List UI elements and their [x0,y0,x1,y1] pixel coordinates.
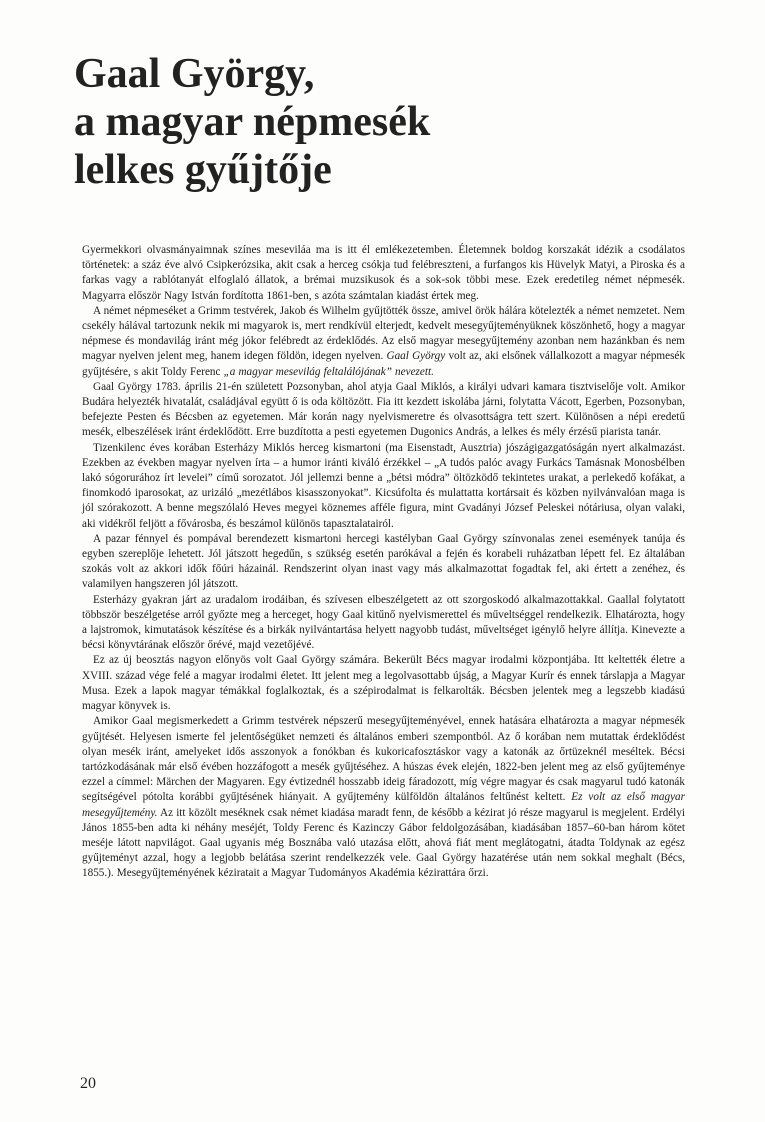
italic-text: Ez volt az első magyar mesegyűjtemény. [82,791,686,819]
paragraph [82,653,685,714]
paragraph [82,593,685,654]
italic-text: „a magyar mesevilág feltalálójának” nevezett. [223,365,434,378]
paragraph [82,532,685,593]
paragraph-text: Esterházy gyakran járt az uradalom irodáiban, és szívesen elbeszélgetett az ott szorgoskodó alkalmazottakkal. Gaallal folytatott többször beszélgetése arról győzte meg a herceget, hogy Gaal kitűnő nyelvismerettel és műveltséggel rendelkezik. Elhatározta, hogy a lajstromok, kimutatások készítése és a birkák nyilvántartása helyett nagyobb tudást, műveltséget igénylő helyre állítja. Kinevezte a bécsi könyvtárának először őrévé, majd vezetőjévé. [82,593,685,652]
page-number: 20 [80,1075,96,1092]
paragraph-text: Amikor Gaal megismerkedett a Grimm testvérek népszerű mesegyűjteményével, ennek hatására elhatározta a magyar népmesék gyűjtését. Helyesen ismerte fel jelentőségüket nemzeti és általános emberi szempontból. Az ő korában nem mutattak érdeklődést olyan mesék iránt, amelyeket idős asszonyok a fonókban és kukoricafosztáskor vagy a katonák az őrtüzeknél meséltek. Bécsi tartózkodásának már első évében hozzáfogott a mesék gyűjtéséhez. A húszas évek elején, 1822-ben jelent meg az első gyűjteménye ezzel a címmel: Märchen der Magyaren. Egy évtizednél hosszabb ideig fáradozott, míg végre magyar és csak magyarul tudó katonák segítségével pótolta korábbi gyűjtésének hiányait. A gyűjtemény külföldön általános feltűnést keltett. [82,715,685,804]
paragraph [82,304,685,380]
paragraph-text: A pazar fénnyel és pompával berendezett kismartoni hercegi kastélyban Gaal György színvonalas zenei események tanúja és egyben szereplője lehetett. Jól játszott hegedűn, s szükség esetén parókával a fején és korabeli ruházatban lépett fel. Ez általában szokás volt az akkori idők főúri házainál. Rendszerint olyan inast vagy más alkalmazottat fogadtak fel, aki értett a zenéhez, és valamilyen hangszeren jól játszott. [82,532,685,591]
paragraph-text: Az itt közölt meséknek csak német kiadása maradt fenn, de később a kézirat jó része magyarul is megjelent. Erdélyi János 1855-ben adta ki néhány meséjét, Toldy Ferenc és Kazinczy Gábor feldolgozásában, kiadásában 1857–60-ban három kötet meséje látott napvilágot. Gaal ugyanis még Bosznába való utazása előtt, ahová fiát ment meglátogatni, átadta Toldynak az egész gyűjteményt azzal, hogy a legjobb belátása szerint rendelkezzék vele. Gaal György hazatérése után nem sokkal meghalt (Bécs, 1855.). Mesegyűjteményének kéziratait a Magyar Tudományos Akadémia kézirattára őrzi. [82,806,685,880]
paragraph-text: A német népmeséket a Grimm testvérek, Jakob és Wilhelm gyűjtötték össze, amivel örök hálára kötelezték a német nemzetet. Nem csekély hálával tartozunk nekik mi magyarok is, mert rendkívül elterjedt, kedvelt mesegyűjteményüknek köszönhető, hogy a magyar népmese és mondavilág iránt még jókor felébredt az érdeklődés. Az első magyar mesegyűjtemény azonban nem hazánkban és nem magyar nyelven jelent meg, hanem idegen földön, idegen nyelven. [82,304,685,363]
paragraph-text: Gyermekkori olvasmányaimnak színes meseviláa ma is itt él emlékezetemben. Életemnek boldog korszakát idézik a csodálatos történetek: a száz éve alvó Csipkerózsika, akit csak a herceg csókja tud felébreszteni, a furfangos kis Hüvelyk Matyi, a Piroska és a farkas vagy a rablótanyát elfoglaló állatok, a brémai muzsikusok és a sok-sok többi mese. Ezek eredetileg német népmesék. Magyarra először Nagy István fordította 1861-ben, s azóta számtalan kiadást értek meg. [82,244,685,302]
paragraph-text: volt az, aki elsőnek vállalkozott a magyar népmesék gyűjtésére, s akit Toldy Ferenc [82,350,685,378]
title-line: a magyar népmesék [74,99,431,145]
paragraph [82,243,685,304]
article-body [82,243,685,882]
paragraph [82,441,685,532]
paragraph-text: Gaal György 1783. április 21-én született Pozsonyban, ahol atyja Gaal Miklós, a királyi udvari kamara tisztviselője volt. Amikor Budára helyezték hivatalát, családjával együtt ő is oda költözött. Fia itt kezdett iskolába járni, folytatta Vácott, Egerben, Pozsonyban, befejezte Pesten és Bécsben az egyetemen. Már korán nagy nyelvismeretre és olvasottságra tett szert. Különösen a népi eredetű mesék, elbeszélések iránt érdeklődött. Erre buzdította a pesti egyetemen Dugonics András, a lelkes és mély érzésű piarista tanár. [82,380,685,439]
paragraph [82,714,685,881]
italic-text: Gaal György [386,350,446,363]
article-title [74,50,430,194]
paragraph-text: Ez az új beosztás nagyon előnyös volt Gaal György számára. Bekerült Bécs magyar irodalmi központjába. Itt keltették életre a XVIII. század vége felé a magyar irodalmi életet. Itt jelent meg a legolvasottabb újság, a Magyar Kurír és ennek társlapja a Magyar Musa. Ezek a lapok magyar témákkal foglalkoztak, és a szépirodalmat is felkarolták. Bécsben jelentek meg a legszebb kiadású magyar könyvek is. [82,654,685,713]
paragraph [82,380,685,441]
title-line: lelkes gyűjtője [74,147,332,193]
paragraph-text: Tizenkilenc éves korában Esterházy Miklós herceg kismartoni (ma Eisenstadt, Ausztria) jószágigazgatóságán nyert alkalmazást. Ezekben az években magyar nyelven írta – a humor iránti kiváló érzékkel – „A tudós palóc avagy Furkács Tamásnak Monosbélben lakó sógorurához írt levelei” című sorozatot. Jól jellemzi benne a „bétsi módra” öltözködő tekintetes urakat, a perlekedő kofákat, a finomkodó iparosokat, az urizáló „mezétlábos kisasszonyokat”. Kicsúfolta és mulattatta kortársait és közben nyilvánvalóan maga is jól szórakozott. A benne megszólaló Heves megyei köznemes afféle figura, mint Gvadányi József Peleskei nótáriusa, olyan valaki, aki vidékről feljött a fővárosba, és beszámol különös tapasztalatairól. [82,441,685,530]
title-line: Gaal György, [74,51,315,97]
